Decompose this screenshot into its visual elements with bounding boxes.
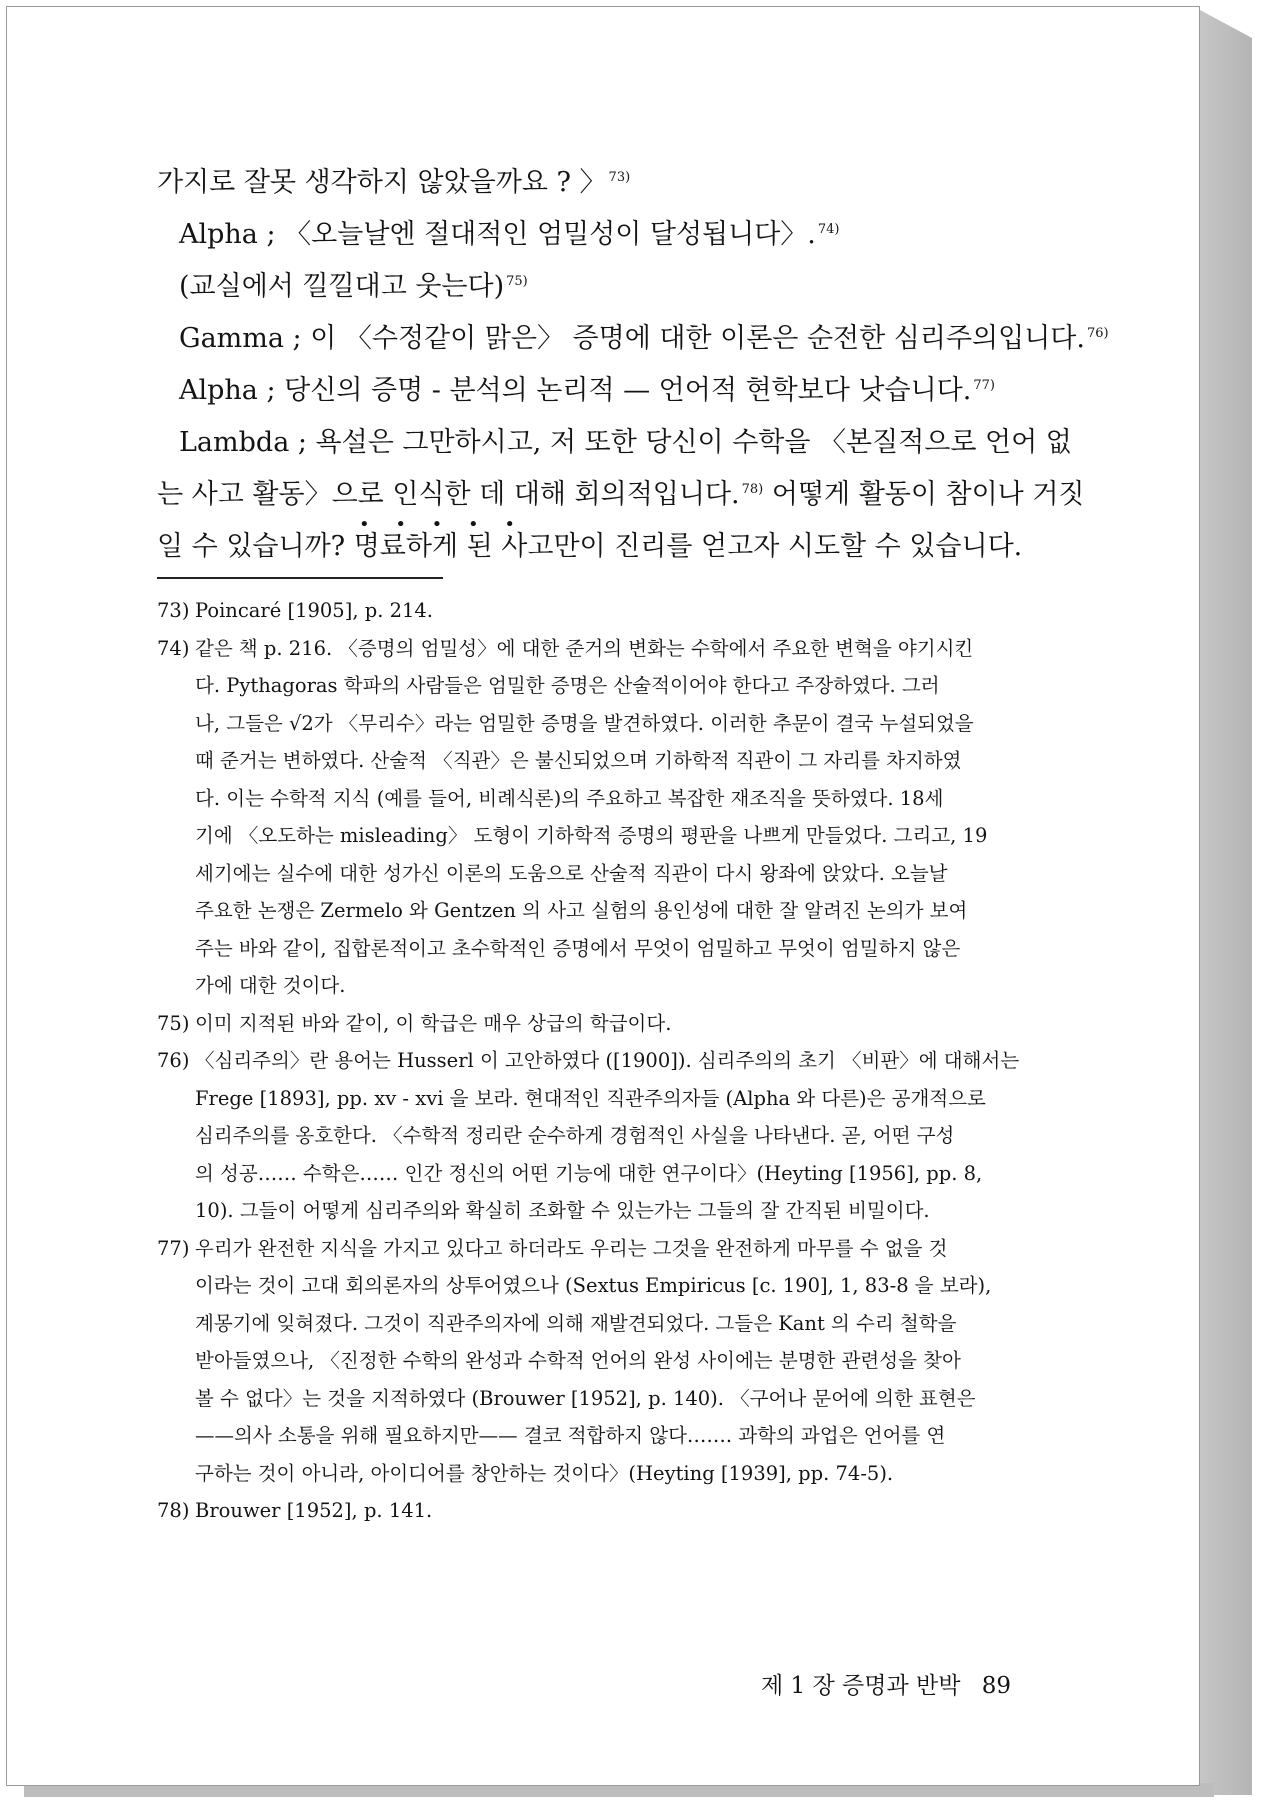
footnote-text bbox=[195, 1005, 1037, 1043]
footnote-ref-74: 74) bbox=[817, 222, 840, 237]
footnote bbox=[157, 1042, 1037, 1230]
emphasis-dots: • • • • • bbox=[359, 514, 525, 535]
footnote-number: 78) bbox=[157, 1499, 190, 1522]
footnote-line: 심리주의를 옹호한다. 〈수학적 정리란 순수하게 경험적인 사실을 나타낸다. 곧, 어떤 구성 bbox=[195, 1124, 955, 1147]
paragraph-6-text-3: 일 수 있습니까? 명료하게 된 사고만이 진리를 얻고자 시도할 수 있습니다. bbox=[157, 531, 1023, 562]
footnote-line: 세기에는 실수에 대한 성가신 이론의 도움으로 산술적 직관이 다시 왕좌에 앉았다. 오늘날 bbox=[195, 861, 948, 885]
footnote-line: 〈심리주의〉란 용어는 Husserl 이 고안하였다 ([1900]). 심리주의의 초기 〈비판〉에 대해서는 bbox=[195, 1049, 1020, 1072]
footnote-line: 때 준거는 변하였다. 산술적 〈직관〉은 불신되었으며 기하학적 직관이 그 자리를 차지하였 bbox=[195, 749, 962, 772]
paragraph-4 bbox=[157, 313, 1109, 365]
footnote-line: 주요한 논쟁은 Zermelo 와 Gentzen 의 사고 실험의 용인성에 대한 잘 알려진 논의가 보여 bbox=[195, 899, 968, 922]
footnote-line: Brouwer [1952], p. 141. bbox=[195, 1499, 433, 1522]
footnote-separator bbox=[157, 577, 443, 579]
chapter-title: 증명과 반박 bbox=[842, 1673, 961, 1699]
footnote-line: 나, 그들은 √2가 〈무리수〉라는 엄밀한 증명을 발견하였다. 이러한 추문이 결국 누설되었을 bbox=[195, 711, 974, 735]
footnote-line: 주는 바와 같이, 집합론적이고 초수학적인 증명에서 무엇이 엄밀하고 무엇이 엄밀하지 않은 bbox=[195, 936, 961, 960]
footnote-line: 10). 그들이 어떻게 심리주의와 확실히 조화할 수 있는가는 그들의 잘 간직된 비밀이다. bbox=[195, 1199, 930, 1222]
footnote bbox=[157, 630, 1037, 1005]
paragraph-2 bbox=[157, 209, 1037, 261]
footnote-line: 이라는 것이 고대 회의론자의 상투어였으나 (Sextus Empiricus [c. 190], 1, 83-8 을 보라), bbox=[195, 1274, 992, 1297]
paragraph-4-text: Gamma ; 이 〈수정같이 맑은〉 증명에 대한 이론은 순전한 심리주의입니다. bbox=[179, 323, 1085, 354]
footnote bbox=[157, 1005, 1037, 1043]
footnote-text bbox=[195, 1492, 1037, 1530]
paragraph-6-text-2b: 어떻게 활동이 참이나 거짓 bbox=[771, 479, 1085, 510]
footnote-line: Poincaré [1905], p. 214. bbox=[195, 599, 434, 622]
footnote-line: 가에 대한 것이다. bbox=[195, 974, 346, 997]
footnote-number: 73) bbox=[157, 599, 190, 622]
footnote-number: 75) bbox=[157, 1011, 190, 1035]
footnote-line: 볼 수 없다〉는 것을 지적하였다 (Brouwer [1952], p. 140). 〈구어나 문어에 의한 표현은 bbox=[195, 1386, 976, 1410]
running-footer bbox=[761, 1667, 1011, 1700]
main-text bbox=[157, 157, 1109, 573]
footnote bbox=[157, 592, 1037, 630]
footnote-text bbox=[195, 630, 1037, 1005]
footnote-line: 받아들였으나, 〈진정한 수학의 완성과 수학적 언어의 완성 사이에는 분명한 관련성을 찾아 bbox=[195, 1349, 961, 1372]
footnote-line: 다. Pythagoras 학파의 사람들은 엄밀한 증명은 산술적이어야 한다고 주장하였다. 그러 bbox=[195, 674, 940, 697]
paragraph-6-line-1 bbox=[157, 417, 1072, 469]
book-page bbox=[6, 6, 1200, 1786]
footnote-text bbox=[195, 592, 1037, 630]
paragraph-3 bbox=[157, 261, 1037, 313]
paragraph-6-line-2 bbox=[157, 469, 1085, 521]
footnote-text bbox=[195, 1230, 1037, 1493]
footnote bbox=[157, 1230, 1037, 1493]
chapter-label: 제 1 장 bbox=[761, 1673, 835, 1699]
footnote-ref-76: 76) bbox=[1086, 326, 1109, 341]
footnote-line: 기에 〈오도하는 misleading〉 도형이 기하학적 증명의 평판을 나쁘게 만들었다. 그리고, 19 bbox=[195, 824, 988, 847]
footnote-text bbox=[195, 1042, 1037, 1230]
footnote-line: 계몽기에 잊혀졌다. 그것이 직관주의자에 의해 재발견되었다. 그들은 Kant 의 수리 철학을 bbox=[195, 1311, 957, 1335]
footnotes bbox=[157, 592, 1037, 1530]
paragraph-6-line-3 bbox=[157, 514, 1037, 573]
paragraph-2-text: Alpha ; 〈오늘날엔 절대적인 엄밀성이 달성됩니다〉. bbox=[179, 219, 816, 250]
paragraph-6-text-2a: 는 사고 활동〉으로 인식한 데 대해 회의적입니다. bbox=[157, 479, 740, 510]
footnote-ref-75: 75) bbox=[506, 274, 528, 289]
footnote-ref-78: 78) bbox=[741, 482, 764, 497]
footnote-line: 이미 지적된 바와 같이, 이 학급은 매우 상급의 학급이다. bbox=[195, 1011, 672, 1035]
footnote-number: 74) bbox=[157, 636, 190, 660]
footnote-line: 우리가 완전한 지식을 가지고 있다고 하더라도 우리는 그것을 완전하게 마무를 수 없을 것 bbox=[195, 1236, 948, 1260]
footnote-ref-77: 77) bbox=[973, 378, 995, 393]
paragraph-1-text: 가지로 잘못 생각하지 않았을까요 ? 〉 bbox=[157, 167, 607, 198]
paragraph-3-text: (교실에서 낄낄대고 웃는다) bbox=[179, 271, 505, 302]
paragraph-6-text-1: Lambda ; 욕설은 그만하시고, 저 또한 당신이 수학을 〈본질적으로 언어 없 bbox=[179, 427, 1072, 458]
page-number: 89 bbox=[981, 1673, 1012, 1699]
footnote-ref-73: 73) bbox=[608, 170, 631, 185]
paragraph-5 bbox=[157, 365, 1037, 417]
footnote-line: ——의사 소통을 위해 필요하지만—— 결코 적합하지 않다……. 과학의 과업은 언어를 연 bbox=[195, 1424, 946, 1447]
footnote-line: Frege [1893], pp. xv - xvi 을 보라. 현대적인 직관주의자들 (Alpha 와 다른)은 공개적으로 bbox=[195, 1086, 986, 1110]
footnote-line: 구하는 것이 아니라, 아이디어를 창안하는 것이다〉(Heyting [1939], pp. 74-5). bbox=[195, 1461, 894, 1485]
paragraph-1 bbox=[157, 157, 1037, 209]
footnote-line: 같은 책 p. 216. 〈증명의 엄밀성〉에 대한 준거의 변화는 수학에서 주요한 변혁을 야기시킨 bbox=[195, 636, 974, 660]
footnote-line: 의 성공…… 수학은…… 인간 정신의 어떤 기능에 대한 연구이다〉(Heyting [1956], pp. 8, bbox=[195, 1161, 983, 1185]
paragraph-5-text: Alpha ; 당신의 증명 - 분석의 논리적 — 언어적 현학보다 낫습니다. bbox=[179, 375, 972, 406]
footnote bbox=[157, 1492, 1037, 1530]
footnote-number: 76) bbox=[157, 1049, 190, 1072]
footnote-number: 77) bbox=[157, 1236, 190, 1260]
page-edge-shadow bbox=[1200, 10, 1252, 1795]
footnote-line: 다. 이는 수학적 지식 (예를 들어, 비례식론)의 주요하고 복잡한 재조직을 뜻하였다. 18세 bbox=[195, 786, 944, 810]
